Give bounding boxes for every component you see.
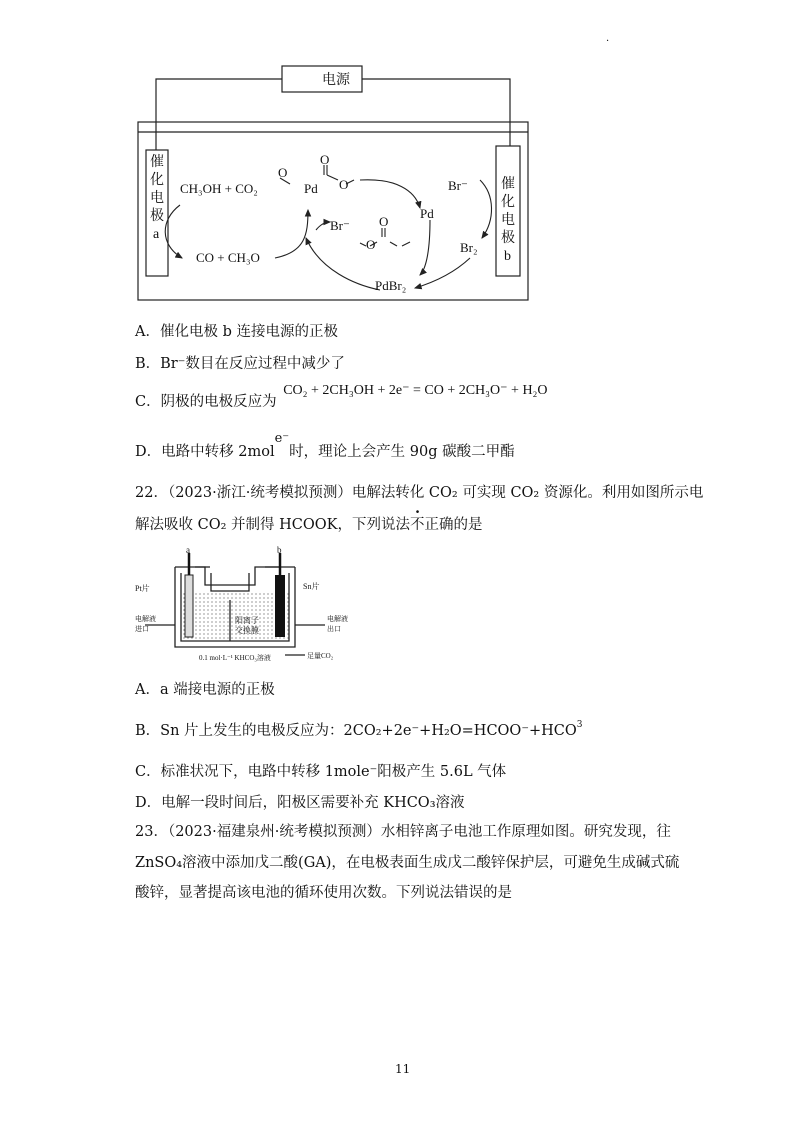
q21-option-d-suffix: 时，理论上会产生 90g 碳酸二甲酯 [289, 444, 515, 460]
inlet-label-2: 进口 [135, 625, 149, 633]
electrode-a-char-1: 催 [150, 155, 164, 170]
q21-option-c [135, 383, 548, 413]
electrode-b-char-4: 极 [501, 231, 515, 246]
q21-option-d [135, 431, 515, 463]
electrode-b-char-1: 催 [501, 177, 515, 192]
electrolysis-cell-figure [135, 545, 370, 665]
q23-stem-line-1: 23．（2023·福建泉州·统考模拟预测）水相锌离子电池工作原理如图。研究发现，往 [135, 824, 671, 840]
terminal-a: a [186, 545, 190, 555]
q21-option-a: A．催化电极 b 连接电源的正极 [135, 324, 338, 340]
q22-stem-line-2-post: 的是 [453, 517, 483, 533]
q23-stem-line-3: 酸锌，显著提高该电池的循环使用次数。下列说法错误的是 [135, 885, 512, 901]
q21-option-d-prefix: D．电路中转移 2mol [135, 444, 275, 460]
electrolysis-tank [138, 122, 528, 300]
membrane-label-1: 阳离子 [235, 616, 259, 625]
q22-emphasis-not-correct: 不正确 [409, 517, 454, 533]
label-br2: Br₂ [460, 240, 478, 255]
q21-option-c-prefix: C．阴极的电极反应为 [135, 394, 277, 410]
q22-stem-line-1: 22．（2023·浙江·统考模拟预测）电解法转化 CO₂ 可实现 CO₂ 资源化。利用如图所示电 [135, 485, 704, 501]
q23-stem-line-2: ZnSO₄溶液中添加戊二酸(GA)，在电极表面生成戊二酸锌保护层，可避免生成碱式硫 [135, 855, 680, 871]
label-o-2: O [320, 152, 330, 167]
pt-electrode [185, 575, 193, 637]
page-number: 11 [395, 1062, 411, 1076]
label-ch3oh-co2: CH₃OH + CO₂ [180, 181, 258, 196]
q22-option-b-text: B．Sn 片上发生的电极反应为：2CO₂+2e⁻+H₂O=HCOO⁻+HCO [135, 723, 577, 739]
label-pd: Pd [420, 206, 434, 221]
wire-right [362, 79, 510, 146]
label-o-5: O [366, 237, 376, 252]
label-pdbr2: PdBr₂ [375, 278, 407, 293]
q22-option-c: C．标准状况下，电路中转移 1mole⁻阳极产生 5.6L 气体 [135, 764, 507, 780]
terminal-b: b [277, 545, 282, 555]
power-label: 电源 [322, 73, 350, 88]
label-o-1: O [278, 165, 288, 180]
sn-label: Sn片 [303, 582, 320, 591]
corner-dot: · [606, 36, 610, 47]
q21-option-d-electron: e⁻ [274, 431, 290, 446]
electrode-b-char-5: b [504, 249, 511, 264]
outlet-label-2: 出口 [327, 625, 341, 633]
electrochemistry-figure-1 [130, 60, 540, 305]
electrode-b-char-3: 电 [501, 213, 515, 228]
q21-option-b: B．Br⁻数目在反应过程中减少了 [135, 356, 345, 372]
sn-electrode [275, 575, 285, 637]
q22-option-d: D．电解一段时间后，阳极区需要补充 KHCO₃溶液 [135, 795, 465, 811]
electrode-a-char-2: 化 [150, 173, 164, 188]
label-pd-complex: Pd [304, 181, 318, 196]
outlet-label-1: 电解液 [327, 615, 348, 623]
label-br-minus-right: Br⁻ [448, 178, 468, 193]
inlet-label-1: 电解液 [135, 615, 156, 623]
electrode-a-char-3: 电 [150, 191, 164, 206]
wire-left [156, 79, 282, 150]
electrode-a-char-5: a [153, 227, 160, 242]
q22-option-a: A．a 端接电源的正极 [135, 682, 275, 698]
label-co-ch3o: CO + CH₃O [196, 250, 260, 265]
q22-stem-line-2-pre: 解法吸收 CO₂ 并制得 HCOOK，下列说法 [135, 517, 410, 533]
pt-label: Pt片 [135, 584, 150, 593]
q22-option-b [135, 721, 583, 743]
q22-stem-line-2 [135, 515, 482, 535]
electrode-a-char-4: 极 [150, 209, 164, 224]
label-o-4: O [379, 214, 389, 229]
label-br-minus-center: Br⁻ [330, 218, 350, 233]
co2-label: 足量CO₂ [307, 652, 334, 660]
q22-option-b-superscript: 3 [576, 720, 583, 730]
label-o-3: O [339, 177, 349, 192]
q21-option-c-formula: CO₂ + 2CH₃OH + 2e⁻ = CO + 2CH₃O⁻ + H₂O [283, 383, 548, 398]
solution-label: 0.1 mol·L⁻¹ KHCO₃溶液 [199, 654, 271, 662]
membrane-label-2: 交换膜 [235, 626, 259, 635]
electrode-b-char-2: 化 [501, 195, 515, 210]
